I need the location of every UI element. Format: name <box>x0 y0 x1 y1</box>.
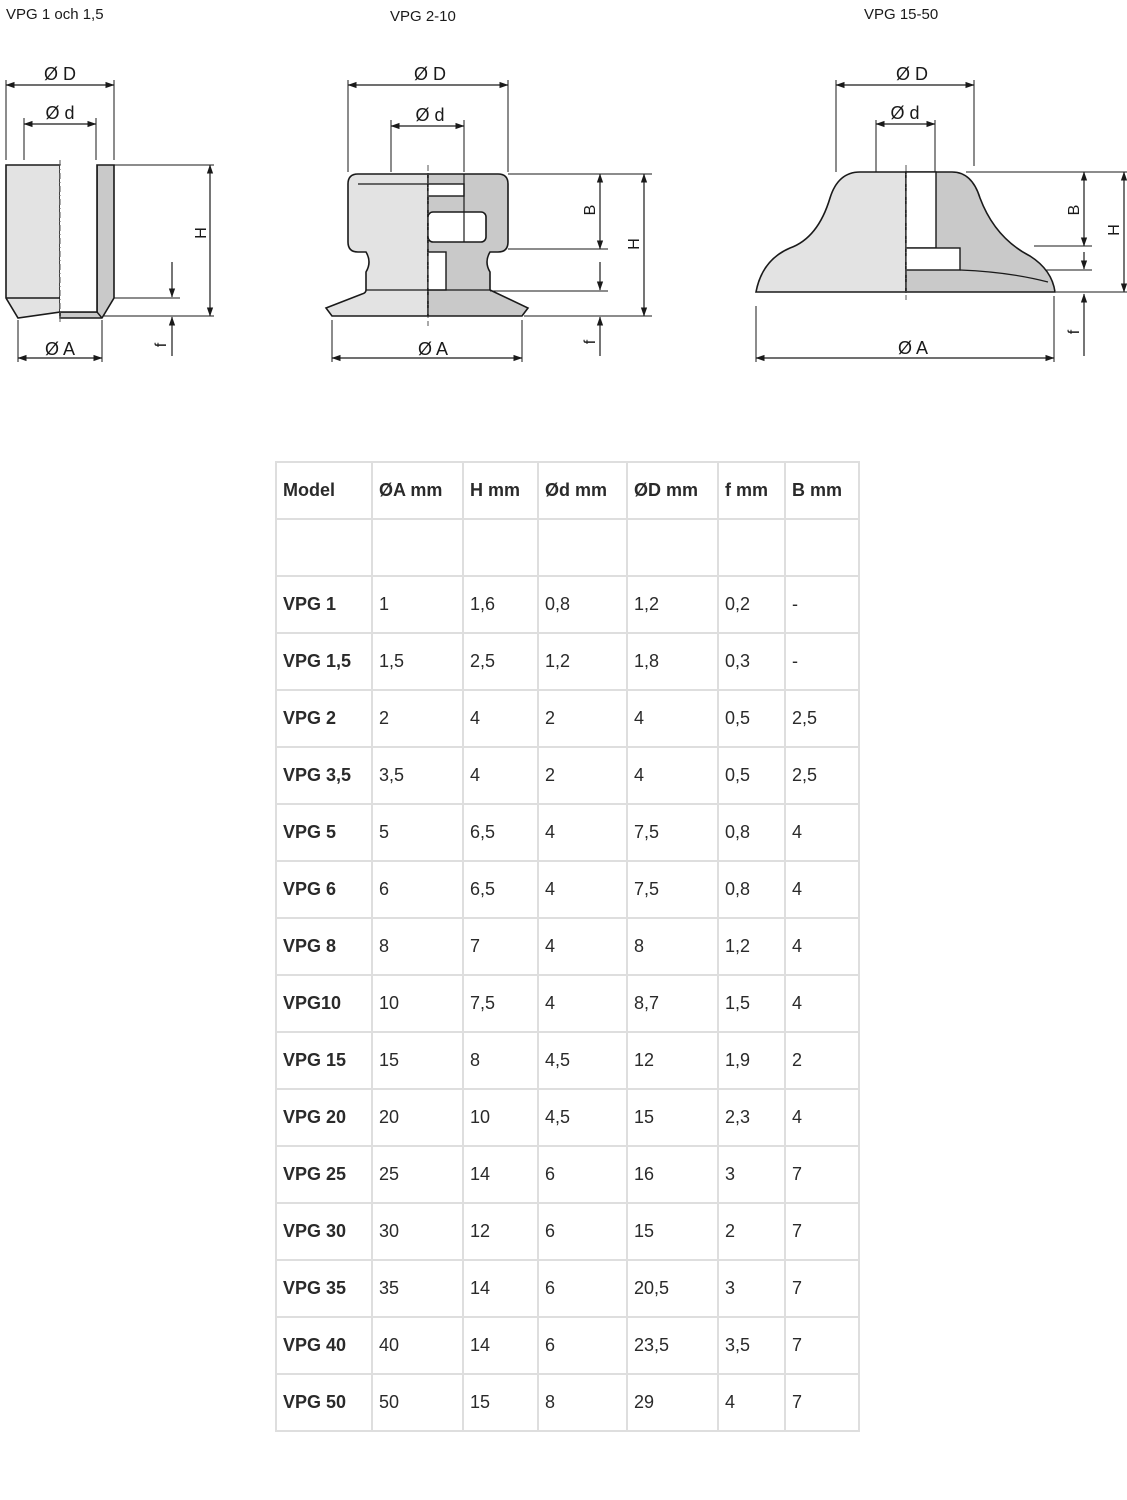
table-cell-model: VPG 20 <box>276 1089 372 1146</box>
table-cell: 7 <box>785 1317 859 1374</box>
table-cell: 6 <box>538 1317 627 1374</box>
table-cell: 4 <box>463 747 538 804</box>
table-cell: 1,2 <box>718 918 785 975</box>
table-cell: 1,5 <box>372 633 463 690</box>
label-height: H <box>193 227 210 239</box>
table-cell: 2 <box>538 690 627 747</box>
table-cell: 7 <box>463 918 538 975</box>
table-cell: 1,6 <box>463 576 538 633</box>
table-cell: 5 <box>372 804 463 861</box>
caption-vpg-2-10: VPG 2-10 <box>390 8 456 25</box>
cross-channel <box>428 212 486 242</box>
table-cell: 29 <box>627 1374 718 1431</box>
table-cell: 4 <box>538 975 627 1032</box>
table-cell: 1,9 <box>718 1032 785 1089</box>
label-inner-diameter: Ø d <box>415 105 445 125</box>
label-outer-diameter: Ø D <box>43 64 77 84</box>
table-cell: 3 <box>718 1146 785 1203</box>
cross-channel <box>906 248 960 270</box>
label-cup-diameter: Ø A <box>44 339 76 359</box>
table-cell: 4 <box>538 804 627 861</box>
table-row <box>276 690 859 747</box>
table-cell: 4 <box>785 975 859 1032</box>
header-h: H mm <box>463 462 538 519</box>
header-model: Model <box>276 462 372 519</box>
table-cell: 8 <box>627 918 718 975</box>
table-cell: 2,3 <box>718 1089 785 1146</box>
table-cell: 10 <box>463 1089 538 1146</box>
table-cell: 4 <box>785 804 859 861</box>
table-row <box>276 1374 859 1431</box>
table-cell: 4,5 <box>538 1032 627 1089</box>
table-cell: 12 <box>463 1203 538 1260</box>
label-b: B <box>582 204 599 216</box>
caption-vpg-15-50: VPG 15-50 <box>864 6 939 23</box>
table-cell: 15 <box>627 1203 718 1260</box>
table-cell: 0,5 <box>718 747 785 804</box>
label-stroke: f <box>1066 329 1083 335</box>
label-stroke: f <box>153 342 170 348</box>
table-cell: 35 <box>372 1260 463 1317</box>
cup-body-left <box>6 165 60 318</box>
drawing-vpg-1-1-5 <box>6 64 214 362</box>
table-cell: 14 <box>463 1146 538 1203</box>
table-cell-model: VPG 3,5 <box>276 747 372 804</box>
table-cell: 14 <box>463 1260 538 1317</box>
label-height: H <box>626 238 643 250</box>
table-row <box>276 804 859 861</box>
table-row <box>276 1260 859 1317</box>
table-cell: 15 <box>627 1089 718 1146</box>
table-cell: 2,5 <box>785 747 859 804</box>
table-cell-model: VPG 5 <box>276 804 372 861</box>
label-inner-diameter: Ø d <box>890 103 920 123</box>
table-cell-model: VPG 50 <box>276 1374 372 1431</box>
dimension-table <box>275 461 860 1432</box>
table-cell-model: VPG 25 <box>276 1146 372 1203</box>
table-cell: 40 <box>372 1317 463 1374</box>
table-cell: 0,8 <box>718 861 785 918</box>
table-cell: 14 <box>463 1317 538 1374</box>
label-stroke: f <box>582 339 599 345</box>
table-cell: 0,2 <box>718 576 785 633</box>
table-cell: 6,5 <box>463 861 538 918</box>
table-cell: 7,5 <box>627 804 718 861</box>
header-d-inner: Ød mm <box>538 462 627 519</box>
table-cell: - <box>785 633 859 690</box>
table-row <box>276 918 859 975</box>
label-outer-diameter: Ø D <box>895 64 929 84</box>
technical-drawings <box>0 0 1127 400</box>
table-spacer-row <box>276 519 859 576</box>
table-cell: 4 <box>463 690 538 747</box>
label-outer-diameter: Ø D <box>413 64 447 84</box>
table-cell: 3,5 <box>718 1317 785 1374</box>
table-row <box>276 633 859 690</box>
header-f: f mm <box>718 462 785 519</box>
table-cell: 1 <box>372 576 463 633</box>
table-cell: 15 <box>372 1032 463 1089</box>
table-cell: 1,2 <box>538 633 627 690</box>
table-cell: 4 <box>718 1374 785 1431</box>
table-row <box>276 576 859 633</box>
table-row <box>276 747 859 804</box>
table-header-row <box>276 462 859 519</box>
table-cell: 4 <box>785 1089 859 1146</box>
table-cell: 0,5 <box>718 690 785 747</box>
table-cell: 6 <box>372 861 463 918</box>
table-cell: 10 <box>372 975 463 1032</box>
table-cell: 8,7 <box>627 975 718 1032</box>
table-cell: 4 <box>785 918 859 975</box>
table-cell: 4 <box>627 690 718 747</box>
table-cell: 8 <box>538 1374 627 1431</box>
label-inner-diameter: Ø d <box>45 103 75 123</box>
header-b: B mm <box>785 462 859 519</box>
caption-vpg-1-1-5: VPG 1 och 1,5 <box>6 6 104 23</box>
table-cell: - <box>785 576 859 633</box>
table-cell: 6,5 <box>463 804 538 861</box>
label-cup-diameter: Ø A <box>897 338 929 358</box>
drawing-vpg-15-50 <box>756 64 1127 362</box>
table-cell: 0,3 <box>718 633 785 690</box>
table-cell: 7 <box>785 1146 859 1203</box>
table-row <box>276 1089 859 1146</box>
table-cell-model: VPG 15 <box>276 1032 372 1089</box>
table-row <box>276 975 859 1032</box>
table-cell: 8 <box>372 918 463 975</box>
table-cell: 6 <box>538 1203 627 1260</box>
table-cell: 2,5 <box>463 633 538 690</box>
table-cell: 6 <box>538 1260 627 1317</box>
table-row <box>276 1203 859 1260</box>
table-cell-model: VPG 1 <box>276 576 372 633</box>
table-cell-model: VPG10 <box>276 975 372 1032</box>
table-cell-model: VPG 6 <box>276 861 372 918</box>
table-cell: 2,5 <box>785 690 859 747</box>
cup-body-left <box>326 174 428 316</box>
table-cell: 0,8 <box>538 576 627 633</box>
table-cell: 4 <box>538 861 627 918</box>
table-cell: 1,5 <box>718 975 785 1032</box>
bore <box>60 165 97 312</box>
table-cell: 4 <box>627 747 718 804</box>
table-cell: 6 <box>538 1146 627 1203</box>
table-cell: 1,8 <box>627 633 718 690</box>
table-cell: 1,2 <box>627 576 718 633</box>
table-cell-model: VPG 30 <box>276 1203 372 1260</box>
table-cell: 2 <box>372 690 463 747</box>
table-cell: 4,5 <box>538 1089 627 1146</box>
bore <box>906 172 936 248</box>
table-cell: 7 <box>785 1203 859 1260</box>
table-cell: 50 <box>372 1374 463 1431</box>
table-cell: 30 <box>372 1203 463 1260</box>
table-cell: 7,5 <box>627 861 718 918</box>
table-cell-model: VPG 2 <box>276 690 372 747</box>
bore <box>428 252 446 290</box>
table-cell: 3 <box>718 1260 785 1317</box>
table-cell-model: VPG 1,5 <box>276 633 372 690</box>
table-cell: 23,5 <box>627 1317 718 1374</box>
label-cup-diameter: Ø A <box>417 339 449 359</box>
table-cell: 20,5 <box>627 1260 718 1317</box>
table-cell: 0,8 <box>718 804 785 861</box>
table-row <box>276 1032 859 1089</box>
table-cell: 2 <box>538 747 627 804</box>
table-cell: 2 <box>718 1203 785 1260</box>
cup-body-left <box>756 172 906 292</box>
table-cell: 4 <box>538 918 627 975</box>
label-b: B <box>1066 204 1083 216</box>
table-cell: 7 <box>785 1374 859 1431</box>
table-cell: 7 <box>785 1260 859 1317</box>
table-cell: 20 <box>372 1089 463 1146</box>
label-height: H <box>1106 224 1123 236</box>
table-row <box>276 1317 859 1374</box>
header-a: ØA mm <box>372 462 463 519</box>
table-cell: 16 <box>627 1146 718 1203</box>
table-row <box>276 861 859 918</box>
table-cell-model: VPG 40 <box>276 1317 372 1374</box>
table-cell: 8 <box>463 1032 538 1089</box>
table-cell: 15 <box>463 1374 538 1431</box>
table-cell: 3,5 <box>372 747 463 804</box>
table-cell: 4 <box>785 861 859 918</box>
table-cell-model: VPG 35 <box>276 1260 372 1317</box>
table-cell: 7,5 <box>463 975 538 1032</box>
table-cell: 12 <box>627 1032 718 1089</box>
table-cell-model: VPG 8 <box>276 918 372 975</box>
header-d-outer: ØD mm <box>627 462 718 519</box>
table-cell: 25 <box>372 1146 463 1203</box>
table-row <box>276 1146 859 1203</box>
table-cell: 2 <box>785 1032 859 1089</box>
drawing-vpg-2-10 <box>326 64 652 362</box>
